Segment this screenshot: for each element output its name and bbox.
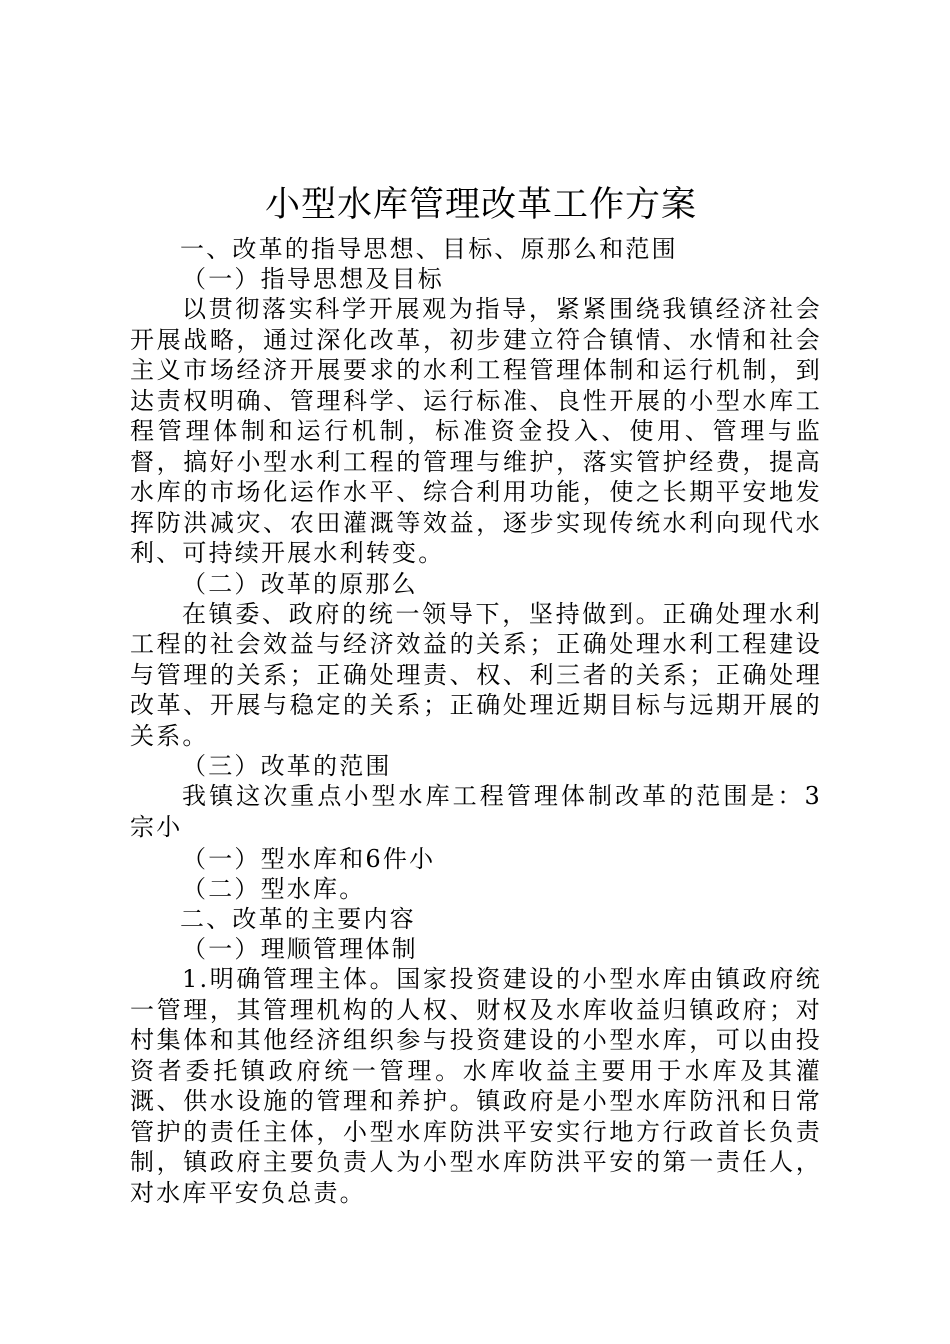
subsection-1-paragraph: 以贯彻落实科学开展观为指导，紧紧围绕我镇经济社会开展战略，通过深化改革，初步建立符合镇情、水情和社会主义市场经济开展要求的水利工程管理体制和运行机制，到达责权明确、管理科学、运行标准、良性开展的小型水库工程管理体制和运行机制，标准资金投入、使用、管理与监督，搞好小型水利工程的管理与维护，落实管护经费，提高水库的市场化运作水平、综合利用功能，使之长期平安地发挥防洪减灾、农田灌溉等效益，逐步实现传统水利向现代水利、可持续开展水利转变。 bbox=[130, 295, 822, 567]
section-2-subsection-1-paragraph: 1.明确管理主体。国家投资建设的小型水库由镇政府统一管理，其管理机构的人权、财权及水库收益归镇政府；对村集体和其他经济组织参与投资建设的小型水库，可以由投资者委托镇政府统一管理。水库收益主要用于水库及其灌溉、供水设施的管理和养护。镇政府是小型水库防汛和日常管护的责任主体，小型水库防洪平安实行地方行政首长负责制，镇政府主要负责人为小型水库防洪平安的第一责任人，对水库平安负总责。 bbox=[130, 965, 822, 1207]
subsection-2-paragraph: 在镇委、政府的统一领导下，坚持做到。正确处理水利工程的社会效益与经济效益的关系；正确处理水利工程建设与管理的关系；正确处理责、权、利三者的关系；正确处理改革、开展与稳定的关系；正确处理近期目标与远期开展的关系。 bbox=[130, 599, 822, 750]
document-title: 小型水库管理改革工作方案 bbox=[264, 185, 697, 225]
subsection-1-heading: （一）指导思想及目标 bbox=[182, 265, 444, 293]
section-1-heading: 一、改革的指导思想、目标、原那么和范围 bbox=[180, 235, 678, 263]
subsection-3-item-1: （一）型水库和6件小 bbox=[182, 845, 436, 873]
subsection-3-heading: （三）改革的范围 bbox=[182, 752, 392, 780]
subsection-3-paragraph: 我镇这次重点小型水库工程管理体制改革的范围是：3宗小 bbox=[130, 782, 822, 841]
subsection-3-item-2: （二）型水库。 bbox=[182, 875, 366, 903]
section-2-heading: 二、改革的主要内容 bbox=[180, 905, 416, 933]
section-2-subsection-1-heading: （一）理顺管理体制 bbox=[182, 935, 418, 963]
document-page bbox=[130, 180, 822, 1208]
subsection-2-heading: （二）改革的原那么 bbox=[182, 569, 418, 598]
